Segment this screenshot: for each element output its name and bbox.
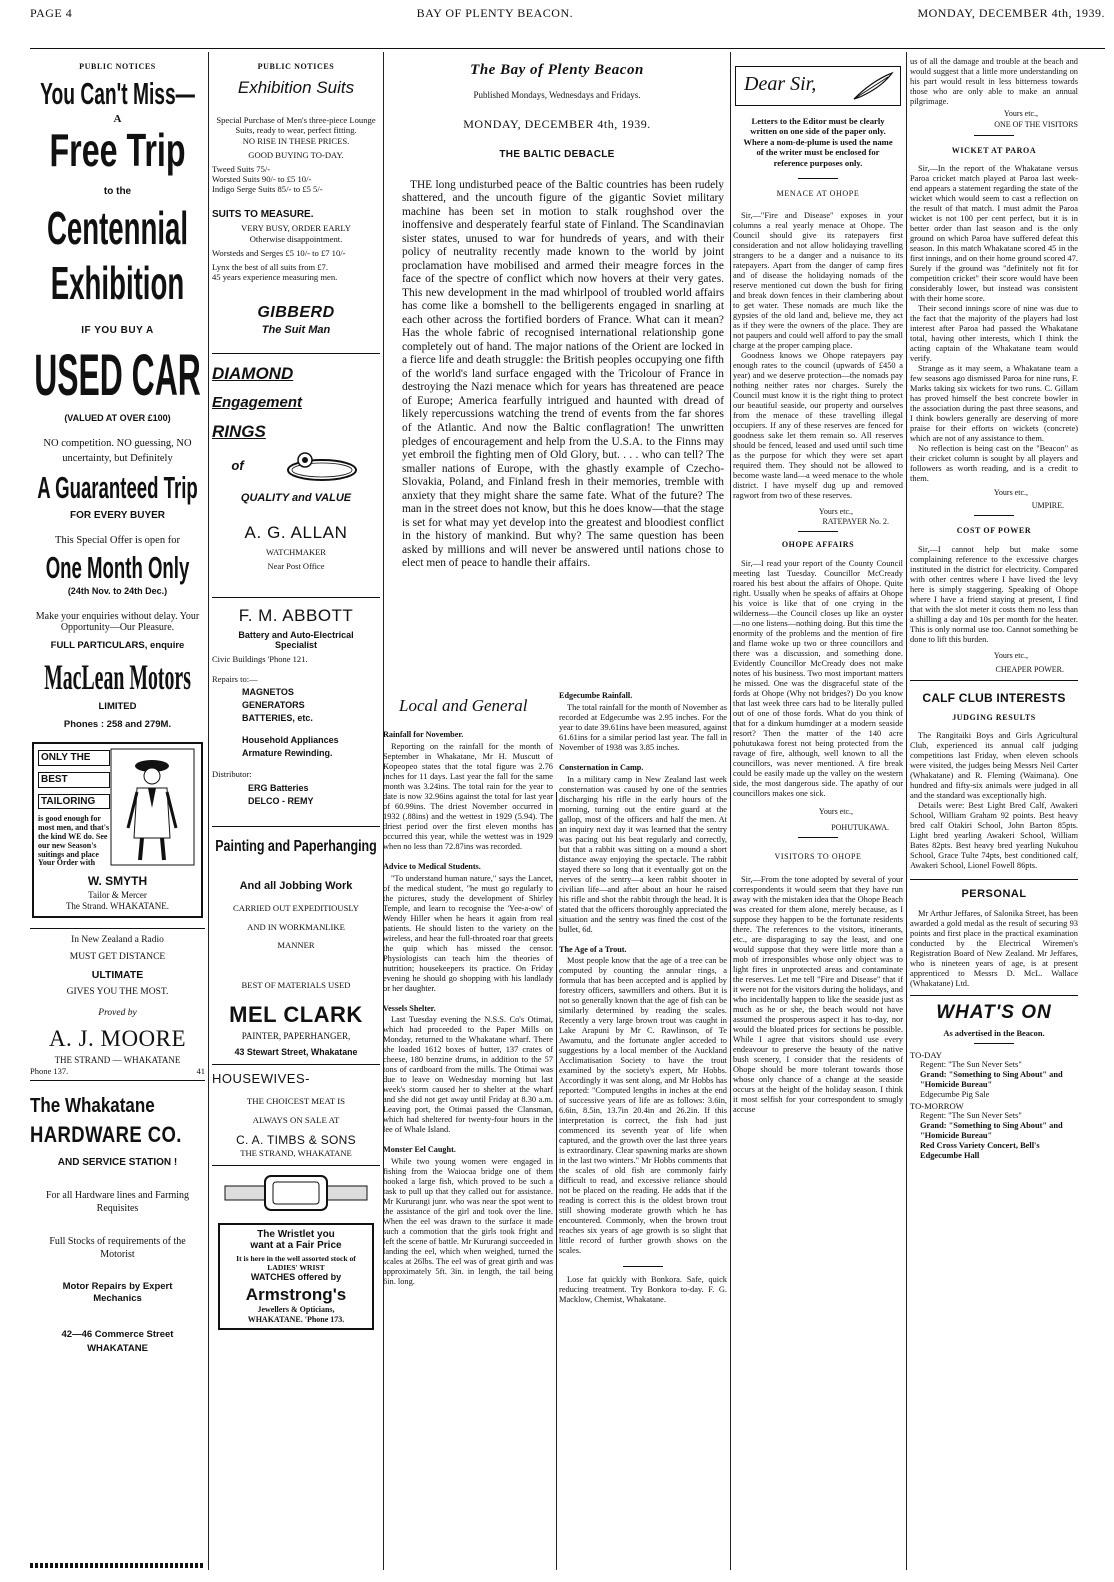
editorial-body: THE long undisturbed peace of the Baltic countries has been rudely shattered, and the uncouth figure of the gigantic Soviet military machine has been set in motion to stalk roughshod over the inoffensive and desperately fearful state of Finland. The Scandinavian sister states, unused to war for hundreds of years, and with their policy of neutrality recently made known to the world by joint proclamation have mobilised and armed their meagre forces in the face of the spectre of conflict which now hovers at their very gates. This new development in the mad whirlpool of troubled world affairs has come like a bomshell to the belligerents engaged in snarling at each other across the fortified borders of France. What can it mean? Has the whole fabric of recognised international relationship gone completely out of hand. The major nations of the Orient are locked in a fierce life and death struggle: the British peoples occupying one fifth of the world's land surface engaged with the Tricolour of France in destroying the Nazi menace which for years has threatened are peace of Europe; America fearfully intrigued and haunted with dread of likely repercussions watching the trend of events from the far shores of the Atlantic. And now the Baltic conflagration! The unwritten pledges of encouragement and help from the U.S.A. to the Finns may yet embroil the fighting men of Old Glory, but. . . . who can tell? The smaller nations of Europe, with the ghastly example of Czecho-Slovakia, Poland, and Finland fresh in their memories, tremble with anxiety that they might share the same fate. What of the future? The man in the street does not know, but this he does know—that the stage is set for what may yet develop into the greatest and bloodiest conflict in the history of mankind. But why? The same question has been asked by millions and will never be answered until nations chose to elect men of peace to handle their affairs. [402, 178, 724, 570]
ad-text: Civic Buildings 'Phone 121. [212, 654, 308, 665]
ad-text: Tweed Suits 75/- [212, 163, 271, 174]
ad-headline: DIAMOND [212, 363, 294, 383]
divider [212, 1165, 380, 1166]
ad-text: PAINTER, PAPERHANGER, [241, 1030, 351, 1041]
ad-text: As advertised in the Beacon. [943, 1028, 1045, 1038]
ad-text: 41 [196, 1065, 205, 1076]
divider [623, 1266, 663, 1267]
letter-signoff: Yours etc., [1003, 109, 1038, 118]
divider [798, 837, 838, 838]
ad-headline: HOUSEWIVES- [212, 1070, 310, 1086]
letter-signoff: Yours etc., [818, 506, 853, 516]
ad-text: CARRIED OUT EXPEDITIOUSLY [233, 903, 359, 914]
ad-text: Armature Rewinding. [242, 748, 333, 759]
column-rule [730, 52, 731, 1570]
ad-text: LIMITED [98, 701, 137, 713]
event-item: Grand: "Something to Sing About" and "Homicide Bureau" [920, 1121, 1063, 1141]
section-heading: PUBLIC NOTICES [257, 62, 335, 71]
letter-signature: CHEAPER POWER. [995, 664, 1064, 674]
article-body: While two young women were engaged in fishing from the Waiocaa bridge one of them hooked a large fish, which proved to be such a task to pull up that they called out for assistance. Mr Kururangi junr. who was near the spot went to the assistance of the girl and took over the line. When the eel was drawn to the surface it made such a commotion that the girls took fright and left the scene of battle. Mr Kururangi succeeded in landing the eel, which when weighed, turned the scales at 26lbs. The eel was of great girth and was approximately 5ft. 3in. in length, the tail being 6in. long. [383, 1157, 553, 1287]
section-heading: Local and General [399, 696, 528, 715]
ad-text: Distributor: [212, 768, 252, 779]
column-rule [208, 52, 209, 1570]
ad-text: The Suit Man [261, 323, 331, 336]
event-item: Grand: "Something to Sing About" and "Homicide Bureau" [920, 1069, 1063, 1089]
ad-text: MAGNETOS [242, 687, 294, 698]
right-column [910, 52, 1078, 1568]
masthead-rule [30, 48, 1105, 49]
ad-headline: RINGS [212, 421, 266, 441]
ad-text: ALWAYS ON SALE AT [252, 1114, 340, 1125]
ad-text: Phones : 258 and 279M. [63, 718, 172, 730]
ad-text: NO competition. NO guessing, NO uncertainty, but Definitely [43, 438, 192, 464]
ad-text: GENERATORS [242, 700, 305, 711]
divider [798, 531, 838, 532]
letters-column [733, 52, 903, 1568]
ad-text: THE STRAND — WHAKATANE [54, 1054, 181, 1065]
ad-text: GIVES YOU THE MOST. [66, 986, 169, 997]
letter-signoff: Yours etc., [993, 487, 1028, 497]
column-rule [906, 52, 907, 1570]
article-body: In a military camp in New Zealand last week consternation was caused by one of the sentries discharging his rifle in the early hours of the morning, turning out the entire guard at the gallop, most of the officers and half the men. At an inquiry next day it was learned that the sentry was pacing out his beat regularly and correctly, but that a rabbit was sitting on a mound a short distance away enjoying the spectacle. The rabbit stayed there so long that it eventually got on the nerves of the sentry—a keen rabbit shooter in civilian life—and after about an hour he raised his rifle and shot the rabbit through the head. It is stated that the officers thoroughly appreciated the situation and the sentry was fined the cost of the bullet, 6d. [559, 774, 727, 934]
ad-headline: MacLean Motors [44, 656, 191, 697]
article-body: Last Tuesday evening the N.S.S. Co's Otimai, which had proceeded to the Paper Mills on Monday, returned to the Whakatane wharf. There she loaded 1612 boxes of butter, 137 crates of cheese, 180 benzine drums, in addition to the 57 tons of cardboard from the mills. The Otimai was due to leave on Wednesday morning but last week's storm caused her to shelter at the wharf and she did not get away until Friday at 8.30 a.m. Leaving port, the Otimai passed the Clansman, which had sheltered for twenty-four hours in the lee of Whale Island. [383, 1015, 553, 1135]
ad-text: The Strand. WHAKATANE. [65, 900, 170, 911]
divider [212, 597, 380, 598]
ad-name: A. G. ALLAN [244, 523, 348, 543]
article-heading: Vessels Shelter. [383, 1003, 436, 1013]
armstrongs-ad [218, 1223, 374, 1331]
divider [974, 515, 1014, 516]
ad-name: F. M. ABBOTT [238, 606, 354, 626]
letter-heading: MENACE AT OHOPE [776, 189, 860, 199]
column-rule [556, 792, 557, 1570]
letter-heading: COST OF POWER [956, 525, 1032, 535]
letter-signature: UMPIRE. [1031, 501, 1064, 511]
events-heading: TO-DAY [910, 1049, 942, 1060]
ad-text: Jewellers & Opticians, [257, 1305, 335, 1315]
editorial-column [388, 52, 726, 732]
letter-heading: WICKET AT PAROA [951, 146, 1037, 156]
ad-text: want at a Fair Price [250, 1240, 342, 1252]
ad-headline: You Can't Miss— [40, 75, 195, 111]
masthead [30, 6, 1105, 40]
ad-text: ERG Batteries [248, 782, 309, 793]
column-2-ads [212, 52, 380, 1562]
tailor-figure-illustration [110, 748, 195, 866]
ad-headline: The Whakatane [30, 1094, 155, 1117]
letter-body: Sir,—"Fire and Disease" exposes in your columns a real yearly menace at Ohope. The Council should give its ratepayers first consideration and not allow holidaying travelling strangers to be a danger and a nuisance to its ratepayers. Apart from the danger of camp fires and of disease the holidaying nomads of the reserve mentioned cut down the bush for firing and break down fences in their clambering about to get water. These nomads are much like the gypsies of the old land and, believe me, they act as if they were the owners of the place. They are not paupers and could well afford to pay the small charge at the proper camping place. [733, 210, 903, 350]
ad-text: BATTERIES, etc. [242, 712, 313, 723]
ad-text: WATCHMAKER [266, 547, 326, 558]
ad-text: Tailor & Mercer [88, 889, 147, 900]
ad-text: Indigo Serge Suits 85/- to £5 5/- [212, 184, 323, 195]
letter-signature: RATEPAYER No. 2. [822, 517, 889, 527]
ad-text: And all Jobbing Work [239, 880, 353, 893]
ad-headline: Engagement [212, 393, 303, 411]
ad-text: In New Zealand a Radio [71, 934, 164, 945]
ad-text: AND SERVICE STATION ! [57, 1156, 178, 1168]
ad-headline: Exhibition [50, 257, 185, 310]
section-heading: WHAT'S ON [936, 1001, 1052, 1023]
letter-heading: OHOPE AFFAIRS [781, 539, 855, 549]
bottom-border-bar [30, 1563, 205, 1568]
page-number: PAGE 4 [30, 6, 73, 20]
letter-body: Strange as it may seem, a Whakatane team a few seasons ago dismissed Paroa for nine runs, F. Marks taking six wickets for two runs. C. Gillam has proved himself the best concrete bowler in the association during the past three seasons, and I think bowlers generally are deserving of more praise for their efforts on wickets (concrete) which are not of any assistance to them. [910, 363, 1078, 443]
ad-text: It is here in the well assorted stock of LADIES' WRIST [236, 1254, 356, 1273]
divider [974, 1043, 1014, 1044]
ad-headline: Free Trip [49, 124, 186, 177]
article-body: The total rainfall for the month of November as recorded at Edgecumbe was 2.95 inches. For the year to date 39.61ins have been measured, against 61.61ins for a similar period last year. The fall in November of 1938 was 3.85 inches. [559, 702, 727, 752]
ad-name: W. SMYTH [87, 873, 148, 888]
article-heading: Edgecumbe Rainfall. [559, 691, 633, 700]
article-body: Reporting on the rainfall for the month of September in Whakatane, Mr H. Muscutt of Kopeopeo states that the total figure was 2.76 inches for 11 days. Last year the fall for the same month was 3.24ins. The total rain for the year to date is now 32.96ins against the total for last year of 60.99ins. The driest November occurred in 1932 (.88ins) and the wettest in 1929 (5.94). The driest period over the first eleven months has occurred this year, while the wettest was in 1929 when no less than 72.87ins was recorded. [383, 741, 553, 851]
ad-text: MUST GET DISTANCE [69, 952, 166, 963]
section-subheading: JUDGING RESULTS [952, 713, 1036, 723]
local-general-column [383, 688, 553, 1568]
ad-text: to the [103, 185, 132, 197]
ad-text: THE CHOICEST MEAT IS [246, 1096, 346, 1107]
divider [30, 928, 205, 929]
ad-text: Motor Repairs by Expert Mechanics [62, 1280, 173, 1304]
letter-body: Sir,—From the tone adopted by several of your correspondents it would seem that they have run away with the mistaken idea that the Ohope Beach was created for them alone, merely because, as I suppose they happen to be the fortunate residents there. The references to the visitors, itinerants, etc., are disparaging to say the least, and one would suppose that they were little more than a mob of irresponsibles whose only object was to light fires in unprotected areas and contaminate the reserves. Let me tell "Fire and Disease" that if it were not for the visitors during the holidays, and who incidentally happen to like the seaside just as much as he or she, the beach would not have assumed the prosperous aspect it has to-day, nor would the bloated prices for sections be possible. While I agree that visitors should use every endeavour to preserve the beauty of the native bush scenery, I consider that the residents of Ohope should be more tolerant towards those whose only chance of a change at the seaside occurs at the height of the holiday season. I think it most selfish for your correspondent to smugly accuse [733, 875, 903, 1115]
ad-headline: Exhibition Suits [237, 77, 355, 97]
quill-icon [852, 71, 894, 101]
ad-text: (VALUED AT OVER £100) [64, 412, 171, 423]
article-body: The Rangitaiki Boys and Girls Agricultural Club, experienced its annual calf judging competitions last Friday, when eleven schools were visited, the judges being Messrs Neil Carter (Whakatane) and R. Fleming (Waimana). One hundred and fifty-six animals were judged in all and the standard was exceptionally high. [910, 730, 1078, 800]
ad-headline: A Guaranteed Trip [37, 469, 198, 505]
letter-signature: POHUTUKAWA. [831, 823, 889, 832]
letter-signoff: Yours etc., [818, 807, 853, 817]
ad-text: WHAKATANE. 'Phone 173. [247, 1314, 345, 1324]
article-body: Mr Arthur Jeffares, of Salonika Street, has been awarded a gold medal as the result of securing 93 points and first place in the practical examination conducted by the Electrical Wiremen's Registration Board of New Zealand. Mr Jeffares, who is nineteen years of age, is at present apprenticed to Messrs D. McL. Wallace (Whakatane) Ltd. [910, 908, 1078, 988]
ad-text: ULTIMATE [91, 969, 144, 982]
ad-text: BEST OF MATERIALS USED [241, 980, 351, 991]
event-item: Edgecumbe Pig Sale [920, 1089, 990, 1099]
ad-headline: Centennial [46, 201, 189, 254]
watch-icon [221, 1170, 371, 1216]
ad-text: QUALITY and VALUE [240, 491, 352, 504]
divider [910, 995, 1078, 996]
ad-headline: USED CAR [34, 343, 201, 409]
event-item: Red Cross Variety Concert, Bell's Edgecumbe Hall [920, 1141, 1040, 1161]
event-item: Regent: "The Sun Never Sets" [920, 1111, 1022, 1121]
ad-text: TAILORING [38, 794, 110, 810]
ad-text: VERY BUSY, ORDER EARLY [241, 223, 351, 234]
ad-text: Worsted Suits 90/- to £5 10/- [212, 174, 312, 185]
letter-heading: VISITORS TO OHOPE [774, 851, 862, 861]
ad-text: FOR EVERY BUYER [69, 509, 166, 521]
ad-text: Lose fat quickly with Bonkora. Safe, quick reducing treatment. Try Bonkora to-day. F. G. Macklow, Chemist, Whakatane. [559, 1275, 727, 1305]
ad-name: MEL CLARK [229, 1002, 363, 1028]
letter-signoff: Yours etc., [993, 651, 1028, 661]
ad-text: The Wristlet you [257, 1228, 335, 1240]
ad-text: Near Post Office [267, 561, 325, 572]
article-body: Most people know that the age of a tree can be computed by counting the annular rings, a formula that has been accepted and is applied by forestry officers, sawmillers and others. But it is not so generally known that the age of fish can be similarly determined by reading the scales. Recently a very large brown trout was caught in Lake Arapuni by Mr C. Rawlinson, of Te Awamutu, and the fortunate angler acceded to suggestions by a local member of the Auckland Acclimatisation Society to have the trout examined by the society's expert, Mr Hobbs. Accordingly it was sent along, and Mr Hobbs has reported: "Computed lengths in inches at the end of successive years of life are as follows: 3.6in, 6.6in, 8.5in, 13.7in 20.4in and 26.2in. If this interpretation is correct, the fish had just commenced its seventh year of life when captured, and the growth over the last three years is extraordinary. Clear spawning marks are shown in the last two winters." Mr Hobbs comments that the scales of old fish are commonly fairly difficult to read, and excessive reliance should not be placed on the reading. He adds that if the reading is correct this is the oldest brown trout still showing moderate growth which he has encountered. Commonly, when the brown trout reaches six years of age growth is so slight that little record of further growth shows on the scales. [559, 956, 727, 1256]
ad-name: Armstrong's [245, 1285, 347, 1305]
ad-text: FULL PARTICULARS, enquire [50, 639, 185, 651]
ad-text: 42—46 Commerce Street [61, 1329, 174, 1341]
letter-body: Sir,—I cannot help but make some complaining reference to the excessive charges instituted in the district for electricity. Compared with other centres where I have lived the levy here is simply staggering. Speaking of Ohope where I have a friend staying at present, I find that with the slot meter it costs them no less than a shilling a day and 10s per month for the heater. This is only normal use too. Cannot something be done to lift this burden. [910, 545, 1078, 645]
letter-body: us of all the damage and trouble at the beach and would suggest that a little more understanding on his part would result in less bitterness towards those who are only able to make an annual pilgrimage. [910, 57, 1078, 106]
ad-name: A. J. MOORE [48, 1026, 187, 1052]
article-heading: Advice to Medical Students. [383, 861, 481, 871]
ad-text: of [231, 458, 244, 474]
ad-text: GOOD BUYING TO-DAY. [248, 149, 344, 160]
local-general-column-2 [559, 688, 727, 1568]
letter-body: No reflection is being cast on the "Beacon" as their cricket column is sought by all players and followers as worth reading, and is a credit to them. [910, 443, 1078, 483]
divider [974, 135, 1014, 136]
newspaper-title: The Bay of Plenty Beacon [470, 62, 644, 78]
article-body: "To understand human nature," says the Lancet, of the medical student, "he must go regularly to the pictures, study the development of Shirley Temple, and learn to recognise the 'Yee-a-ow' of Wendy Hiller when he hears it again from real patients. He should listen to the variety on the wireless, and hear the full-throated roar that greets the quip which has missed the censor. Physiologists can teach him the theories of nutrition; housekeepers its practice. On Friday evening he should go shopping with his landlady or her daughter. [383, 873, 553, 993]
section-heading: PUBLIC NOTICES [79, 62, 156, 71]
ad-headline: Painting and Paperhanging [215, 838, 377, 856]
ad-text: MANNER [277, 939, 315, 950]
article-heading: Monster Eel Caught. [383, 1145, 456, 1155]
ad-text: SUITS TO MEASURE. [212, 208, 314, 220]
ad-text: Full Stocks of requirements of the Motorist [49, 1235, 186, 1260]
divider [212, 826, 380, 827]
editorial-date: MONDAY, DECEMBER 4th, 1939. [463, 116, 651, 131]
ad-text: 45 years experience measuring men. [212, 272, 338, 283]
article-body: Details were: Best Light Bred Calf, Awakeri School, William Graham 92 points. Best heavy bred calf Otakiri School, John Barton 85pts. Light bred yearling Awakeri School, William Bates 82pts. Best heavy bred yearling Nukuhou School, Grace Tulte 74pts, best conditioned calf, Awakeri School, Lionel Fowell 86pts. [910, 800, 1078, 870]
ad-text: Worsteds and Serges £5 10/- to £7 10/- [212, 247, 346, 258]
event-item: Regent: "The Sun Never Sets" [920, 1059, 1022, 1069]
ad-text: Make your enquiries without delay. Your Opportunity—Our Pleasure. [35, 610, 200, 634]
publication-days: Published Mondays, Wednesdays and Fridays. [473, 89, 641, 100]
ad-phone-row [30, 1066, 205, 1076]
divider [798, 178, 838, 179]
ad-text: WHAKATANE [87, 1342, 148, 1354]
letter-body: Goodness knows we Ohope ratepayers pay enough rates to the council (upwards of £450 a year) and we deserve protection—the nomads pay nothing neither rates nor charges. Surely the Council must know it is the right thing to protect our beautiful seaside, our property and ourselves from the menace of these travelling illegal occupiers. If any of these reserves are fenced for goodness sake let them remain so. All reserves should be fenced, leased and used until such time as the purpose for which they were set apart required them. They should not be allowed to become waste land—a weed menace to the whole district. I have myself dug up and removed ragwort from two of these reserves. [733, 350, 903, 500]
ad-name: GIBBERD [257, 303, 335, 321]
ad-text: THE STRAND, WHAKATANE [240, 1148, 352, 1159]
article-heading: Consternation in Camp. [559, 762, 644, 772]
ad-text: Proved by [98, 1008, 137, 1019]
editorial-heading: THE BALTIC DEBACLE [499, 148, 615, 160]
watch-illustration-box [220, 1170, 372, 1219]
letter-body: Sir,—In the report of the Whakatane versus Paroa cricket match played at Paroa last week-end appears a statement regarding the state of the wicket which would seem to cast a reflection on the result of that match. I must admit the Paroa wicket is not 100 per cent perfect, but it is in better order than last season and is the only ground on which Paroa have suffered defeat this season. In this match Whakatane scored 45 in the first innings, and on their home ground scored 47. Surely if the ground was "definitely not fit for competition cricket" their score would have been considerably lower, but instead was consistent with their home score. [910, 163, 1078, 303]
letters-notice: Letters to the Editor must be clearly written on one side of the paper only. Where a nom-de-plume is used the name of the writer must be enclosed for reference purposes only. [743, 116, 893, 168]
ad-text: Otherwise disappointment. [249, 233, 343, 244]
ad-text: Battery and Auto-Electrical Specialist [238, 629, 354, 651]
section-heading: CALF CLUB INTERESTS [922, 691, 1066, 706]
letter-body: Their second innings score of nine was due to the fact that the majority of the players had lost interest after Paroa had passed the Whakatane total, having other interests, which I think the acting captain of the Whakatane team would verify. [910, 303, 1078, 363]
ad-text: WATCHES offered by [250, 1272, 342, 1283]
divider [212, 353, 380, 354]
issue-date: MONDAY, DECEMBER 4th, 1939. [917, 6, 1105, 20]
section-heading: PERSONAL [961, 887, 1027, 900]
divider [212, 1064, 380, 1065]
ad-text: For all Hardware lines and Farming Requisites [45, 1189, 190, 1214]
ad-text: Lynx the best of all suits from £7. [212, 262, 329, 273]
ad-text: AND IN WORKMANLIKE [247, 921, 345, 932]
ad-text: (24th Nov. to 24th Dec.) [67, 585, 168, 596]
newspaper-name: BAY OF PLENTY BEACON. [416, 6, 574, 20]
dear-sir-title: Dear Sir, [744, 73, 817, 95]
ad-text: BEST [38, 772, 110, 788]
ad-text: Repairs to:— [212, 674, 258, 685]
dear-sir-box [735, 66, 901, 106]
divider [910, 680, 1078, 681]
ad-name: C. A. TIMBS & SONS [236, 1133, 356, 1148]
ad-text: This Special Offer is open for [55, 535, 180, 547]
article-heading: The Age of a Trout. [559, 944, 627, 954]
ad-text: NO RISE IN THESE PRICES. [242, 136, 350, 147]
ring-icon [283, 448, 361, 484]
article-heading: Rainfall for November. [383, 730, 464, 740]
ad-text: ONLY THE [38, 750, 110, 766]
divider [910, 879, 1078, 880]
ad-text: Phone 137. [30, 1065, 69, 1076]
letter-signature: ONE OF THE VISITORS [994, 119, 1078, 129]
ad-headline: HARDWARE CO. [30, 1122, 182, 1148]
ring-row [212, 448, 380, 484]
ad-headline: One Month Only [45, 549, 190, 585]
ad-text: Household Appliances [242, 735, 339, 746]
ad-text: A [113, 113, 122, 126]
ad-text: IF YOU BUY A [81, 324, 154, 336]
ad-text: DELCO - REMY [248, 795, 314, 806]
smyth-ad [32, 742, 203, 918]
ad-text: is good enough for most men, and that's the kind WE do. See our new Season's suitings and place Your Order with [38, 814, 110, 868]
ad-text: 43 Stewart Street, Whakatane [234, 1047, 358, 1058]
letter-body: Sir,—I read your report of the County Council meeting last Tuesday. Councillor McCready roared his best about the affairs of Ohope. Quite right. Usually when he speaks of affairs at Ohope his voice is like that of one crying in the wilderness—the Council closes up like an oyster—no one listens—nothing doing. But this time the enormity of the problems and the mention of fire and flame woke up two or three councillors and there was a discussion, and something done. Evidently Councillor McCready does not make notes of his business. Two most important matters he missed. One was the disgraceful state of the fords at Ohope (Why not bridges?) Do you know that last week three cars had to be literally pulled out of one of those fords. What do you think of that for a dinkum humdinger at a modern seaside resort? Then the matter of the 140 acre pohutukawa forest not being protected from the ravage of fire, although, well known to all the councillors, was never mentioned. A fire break could be easily made up the valley on the western side, the most dangerous side. The apathy of our councillors makes one sick. [733, 559, 903, 799]
events-heading: TO-MORROW [910, 1100, 964, 1111]
divider [30, 1080, 205, 1081]
ad-text: Special Purchase of Men's three-piece Lounge Suits, ready to wear, perfect fitting. [216, 114, 376, 135]
column-1-ads [30, 52, 205, 1557]
